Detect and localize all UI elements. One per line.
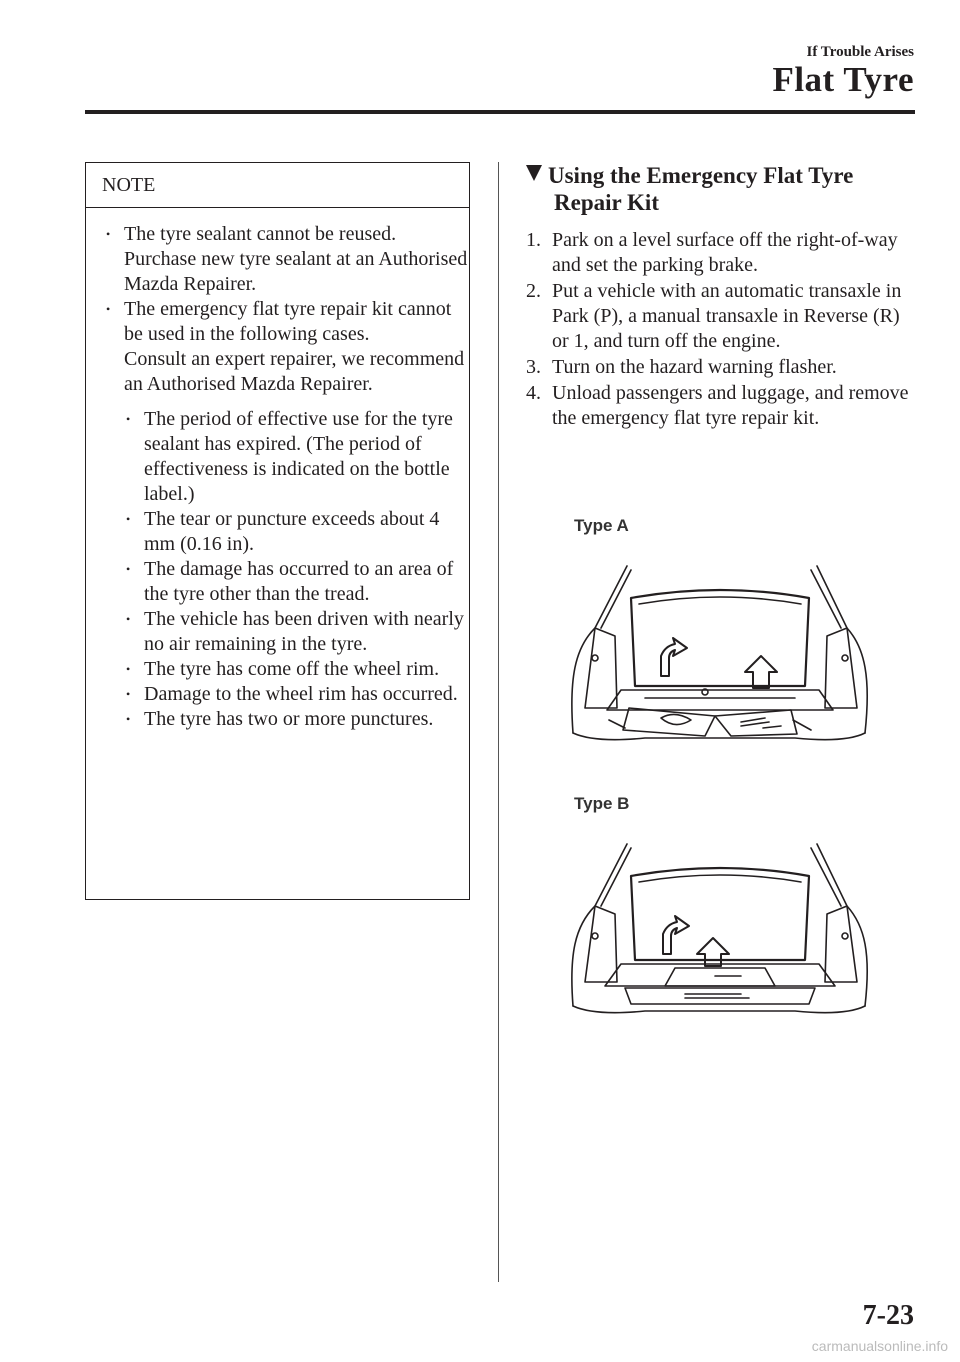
header-rule bbox=[85, 110, 915, 114]
step-text: Put a vehicle with an automatic transaxle in Park (P), a manual transaxle in Reverse (R) or 1, and turn off the engine. bbox=[552, 280, 902, 352]
note-sub-bullet: • The tyre has two or more punctures. bbox=[124, 707, 469, 732]
step-item bbox=[526, 228, 921, 278]
page-title: Flat Tyre bbox=[772, 60, 914, 99]
step-text: Turn on the hazard warning flasher. bbox=[552, 356, 837, 378]
section-heading-line1: Using the Emergency Flat Tyre bbox=[548, 163, 854, 188]
note-title: NOTE bbox=[86, 163, 469, 208]
note-bullet bbox=[104, 297, 469, 732]
figure-label-type-a: Type A bbox=[574, 516, 629, 535]
step-text: Park on a level surface off the right-of-way and set the parking brake. bbox=[552, 229, 898, 276]
note-bullet-text: • The emergency flat tyre repair kit cannot be used in the following cases. Consult an expert repairer, we recommend an Authorised Mazda Repairer. bbox=[124, 298, 465, 395]
header-section-label: If Trouble Arises bbox=[806, 44, 914, 60]
note-bullet-list bbox=[86, 208, 469, 732]
step-item bbox=[526, 381, 921, 431]
note-sub-bullet: • The tear or puncture exceeds about 4 mm (0.16 in). bbox=[124, 507, 469, 557]
step-number: 3. bbox=[526, 356, 541, 378]
page-number: 7-23 bbox=[862, 1300, 914, 1331]
note-sub-bullet: • The damage has occurred to an area of the tyre other than the tread. bbox=[124, 557, 469, 607]
section-heading-line2: Repair Kit bbox=[554, 190, 659, 215]
note-sub-bullet: • Damage to the wheel rim has occurred. bbox=[124, 682, 469, 707]
step-item bbox=[526, 279, 921, 354]
watermark-text: carmanualsonline.info bbox=[811, 1338, 948, 1354]
note-sub-bullet-list bbox=[124, 397, 469, 732]
note-sub-bullet: • The tyre has come off the wheel rim. bbox=[124, 657, 469, 682]
car-trunk-illustration-type-a bbox=[565, 558, 875, 748]
step-item bbox=[526, 355, 921, 380]
step-number: 2. bbox=[526, 280, 541, 302]
note-sub-bullet: • The vehicle has been driven with nearly no air remaining in the tyre. bbox=[124, 607, 469, 657]
section-heading bbox=[526, 162, 926, 216]
column-divider bbox=[498, 162, 499, 1282]
note-sub-bullet: • The period of effective use for the tyre sealant has expired. (The period of effectiveness is indicated on the bottle label.) bbox=[124, 407, 469, 507]
step-text: Unload passengers and luggage, and remove the emergency flat tyre repair kit. bbox=[552, 382, 909, 429]
note-bullet: • The tyre sealant cannot be reused. Purchase new tyre sealant at an Authorised Mazda Repairer. bbox=[104, 222, 469, 297]
triangle-marker-icon bbox=[526, 165, 542, 181]
note-box bbox=[85, 162, 470, 900]
step-number: 4. bbox=[526, 382, 541, 404]
figure-label-type-b: Type B bbox=[574, 794, 630, 813]
car-trunk-illustration-type-b bbox=[565, 836, 875, 1020]
step-number: 1. bbox=[526, 229, 541, 251]
step-list bbox=[526, 228, 921, 432]
